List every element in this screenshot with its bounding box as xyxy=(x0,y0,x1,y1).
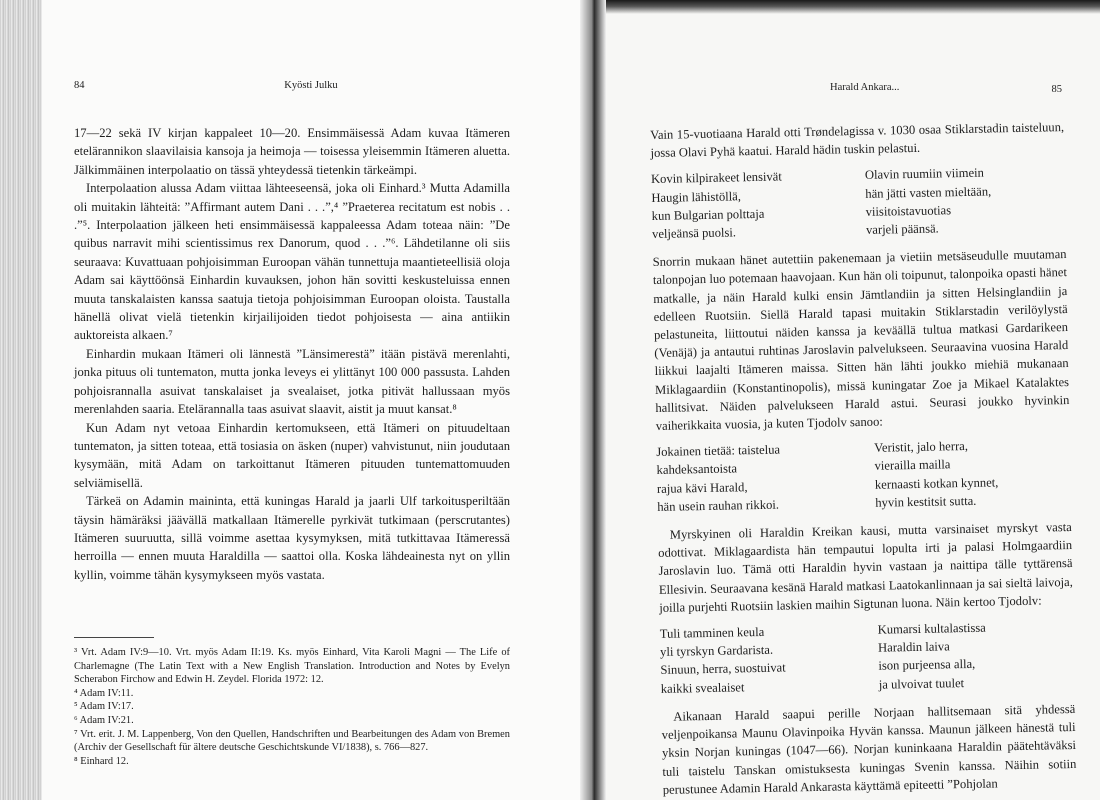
verse-line: yli tyrskyn Gardarista. xyxy=(659,643,774,660)
footnote: ⁴ Adam IV:11. xyxy=(74,687,134,699)
right-page-number: 85 xyxy=(1051,84,1062,95)
verse-line: Olavin ruumiin viimein xyxy=(864,166,985,183)
footnote: ⁵ Adam IV:17. xyxy=(74,701,134,713)
verse-line: Kumarsi kultalastissa xyxy=(877,620,986,637)
verse-line: kernaasti kotkan kynnet, xyxy=(874,475,999,492)
left-running-head: Kyösti Julku xyxy=(284,80,338,91)
paragraph: Kun Adam nyt vetoaa Einhardin kertomukseen, että Itämeri on pituudeltaan tuntematon, ja sitten toteaa, että tosiasia on äsken (nuper) vahvistunut, niin joudutaan kysymään, mitä Adam on tarkoittanut Itämeren pituuden tuntemattomuuden selviämisellä. xyxy=(74,420,510,490)
paragraph: Vain 15-vuotiaana Harald otti Trøndelagissa v. 1030 osaa Stiklarstadin taisteluun, jossa Olavi Pyhä kaatui. Harald hädin tuskin pelastui. xyxy=(650,120,1065,161)
paragraph: Interpolaation alussa Adam viittaa lähteeseensä, joka oli Einhard.³ Mutta Adamilla oli muitakin lähteitä: ”Affirmant autem Dani . . .”,⁴ ”Praeterea recitatum est nobis . . .”⁵. Interpolaation jälkeen heti ensimmäisessä kappaleessa Adam toteaa näin: ”De quibus narravit mihi scientissimus rex Danorum, quod . . .”⁶. Lähdetilanne oli siis seuraava: Kuvattuaan pohjoisimman Euroopan vähän tunnettuja maantieteellisiä oloja Adam sai käyttöönsä Einhardin kuvauksen, johon hän sovitti keskusteluissa ennen muuta tanskalaisten kanssa saatuja tietoja pohjoisimman Euroopan oloista. Taustalla hänellä olivat vielä tietenkin kirjailijoiden tiedot pohjoisesta — aina antiikin auktoreista alkaen.⁷ xyxy=(74,181,510,343)
verse-line: varjeli päänsä. xyxy=(865,221,939,237)
verse-line: viisitoistavuotias xyxy=(865,203,952,219)
verse-line: Haraldin laiva xyxy=(877,639,950,655)
verse-right xyxy=(856,617,1075,694)
paragraph: Myrskyinen oli Haraldin Kreikan kausi, mutta varsinaiset myrskyt vasta odottivat. Miklagaardista hän tempautui lopulta irti ja palasi Holmgaardiin Jaroslavin luo. Tämä otti Haraldin hyvin vastaan ja naittipa tälle tyttärensä Ellesivin. Seuraavana kesänä Harald matkasi Laatokanlinnaan ja sai sieltä laivoja, joilla purjehti Ruotsiin laskien maihin Sigtunan luona. Näin kertoo Tjodolv: xyxy=(658,520,1073,615)
verse-line: Haugin lähistöllä, xyxy=(651,188,742,205)
footnote: ⁸ Einhard 12. xyxy=(74,755,129,767)
verse-left xyxy=(656,439,853,516)
paragraph: 17—22 sekä IV kirjan kappaleet 10—20. Ensimmäisessä Adam kuvaa Itämeren etelärannikon slaavilaisia kansoja ja heimoja — toisessa yleisemmin Itämeren aluetta. Jälkimmäinen interpolaatio on tässä yhteydessä tietenkin tärkeämpi. xyxy=(74,126,510,177)
paragraph: Snorrin mukaan hänet autettiin pakenemaan ja vietiin metsäseudulle muutaman talonpojan luo potemaan haavojaan. Kun hän oli toipunut, talonpoika opasti hänet matkalle, ja näin Harald kulki ensin Jämtlandiin ja sitten Helsinglandiin ja edelleen Ruotsiin. Siellä Harald tapasi muitakin Stiklarstadin verilöylystä pelastuneita, liittoutui näiden kanssa ja keväällä tultua matkasi Gardarikeen (Venäjä) ja antautui ruhtinas Jaroslavin palvelukseen. Seuraavina vuosina Harald liikkui laajalti Itämeren maissa. Sitten hän lähti joukko miehiä mukanaan Miklagaardiin (Konstantinopolis), missä kuningatar Zoe ja Mikael Katalaktes hallitsivat. Näiden palvelukseen Harald astui. Seurasi joukko hyvinkin vaiherikkaita vuosia, ja kuten Tjodolv sanoo: xyxy=(652,247,1070,433)
right-running-head: Harald Ankara... xyxy=(830,82,900,93)
footnote-divider xyxy=(74,637,154,638)
footnote: ⁶ Adam IV:21. xyxy=(74,714,134,726)
verse-stanza xyxy=(651,162,1066,243)
verse-line: hän usein rauhan rikkoi. xyxy=(657,497,780,514)
verse-left xyxy=(651,167,852,244)
verse-line: ja ulvoivat tuulet xyxy=(878,675,965,692)
verse-line: ison purjeensa alla, xyxy=(878,657,976,674)
verse-line: vierailla mailla xyxy=(874,457,951,474)
footnote: ⁷ Vrt. erit. J. M. Lappenberg, Von den Quellen, Handschriften und Bearbeitungen des Adam von Bremen (Archiv der Gesellschaft für ältere deutsche Geschichtskunde VI/1838), s. 766—827. xyxy=(74,728,510,754)
verse-line: Veristit, jalo herra, xyxy=(874,439,969,456)
left-page-number: 84 xyxy=(74,80,85,91)
verse-line: Jokainen tietää: taistelua xyxy=(656,442,781,460)
verse-line: Tuli tamminen keula xyxy=(659,624,765,641)
verse-line: Sinuun, herra, suostuivat xyxy=(660,660,786,678)
footnote: ³ Vrt. Adam IV:9—10. Vrt. myös Adam II:19. Ks. myös Einhard, Vita Karoli Magni — The Life of Charlemagne (The Latin Text with a New English Translation. Introduction and Notes by Evelyn Scherabon Firchow and Edwin H. Zeydel. Florida 1972: 12. xyxy=(74,647,510,686)
paragraph: Einhardin mukaan Itämeri oli lännestä ”Länsimerestä” itään pistävä merenlahti, jonka pituus oli tuntematon, mutta jonka leveys ei ylittänyt 100 000 passusta. Lahden pohjoisrannalla asuivat tanskalaiset ja svealaiset, jotka pitivät hallussaan myös merenlahden saaria. Etelärannalla taas asuivat slaavit, aistit ja muut kansat.⁸ xyxy=(74,346,510,417)
verse-line: kaikki svealaiset xyxy=(660,679,745,696)
verse-right xyxy=(851,162,1066,239)
verse-line: kun Bulgarian polttaja xyxy=(651,206,765,223)
left-body-text xyxy=(74,124,510,584)
verse-line: rajua kävi Harald, xyxy=(656,479,748,496)
verse-line: hän jätti vasten mieltään, xyxy=(865,184,992,201)
verse-right xyxy=(852,435,1071,512)
verse-line: Kovin kilpirakeet lensivät xyxy=(650,169,782,187)
footnotes xyxy=(74,646,510,768)
verse-line: hyvin kestitsit sutta. xyxy=(875,493,977,510)
verse-stanza xyxy=(656,435,1071,516)
paragraph: Aikanaan Harald saapui perille Norjaan hallitsemaan sitä yhdessä veljenpoikansa Maunu Olavinpoika Hyvän kanssa. Maunun jälkeen hänestä tuli yksin Norjan kuningas (1047—66). Norjan kuninkaana Haraldin päätehtäväksi tuli taistelu Tanskan omistuksesta kuningas Svenin kanssa. Näihin sotiin perustunee Adamin Harald Ankarasta käyttämä epiteetti ”Pohjolan xyxy=(661,701,1077,797)
verse-line: veljeänsä puolsi. xyxy=(651,225,737,241)
top-shadow xyxy=(606,0,1100,14)
right-body-text xyxy=(650,118,1077,799)
page-edges xyxy=(0,0,42,800)
verse-stanza xyxy=(660,617,1075,698)
verse-line: kahdeksantoista xyxy=(656,461,738,478)
paragraph: Tärkeä on Adamin maininta, että kuningas Harald ja jaarli Ulf tarkoitusperiltään täysin hämäräksi jäävällä matkallaan Itämerelle pyrkivät tutkimaan (perscrutantes) Itämeren suuruutta, sillä voimme asettaa kysymyksen, mitä tutkittavaa Itämeressä herroilla — ennen muuta Haraldilla — saattoi olla. Koska lähdeainesta nyt on yllin kyllin, voimme tähän kysymykseen myös vastata. xyxy=(74,494,510,582)
verse-left xyxy=(660,621,857,698)
book-gutter xyxy=(580,0,606,800)
